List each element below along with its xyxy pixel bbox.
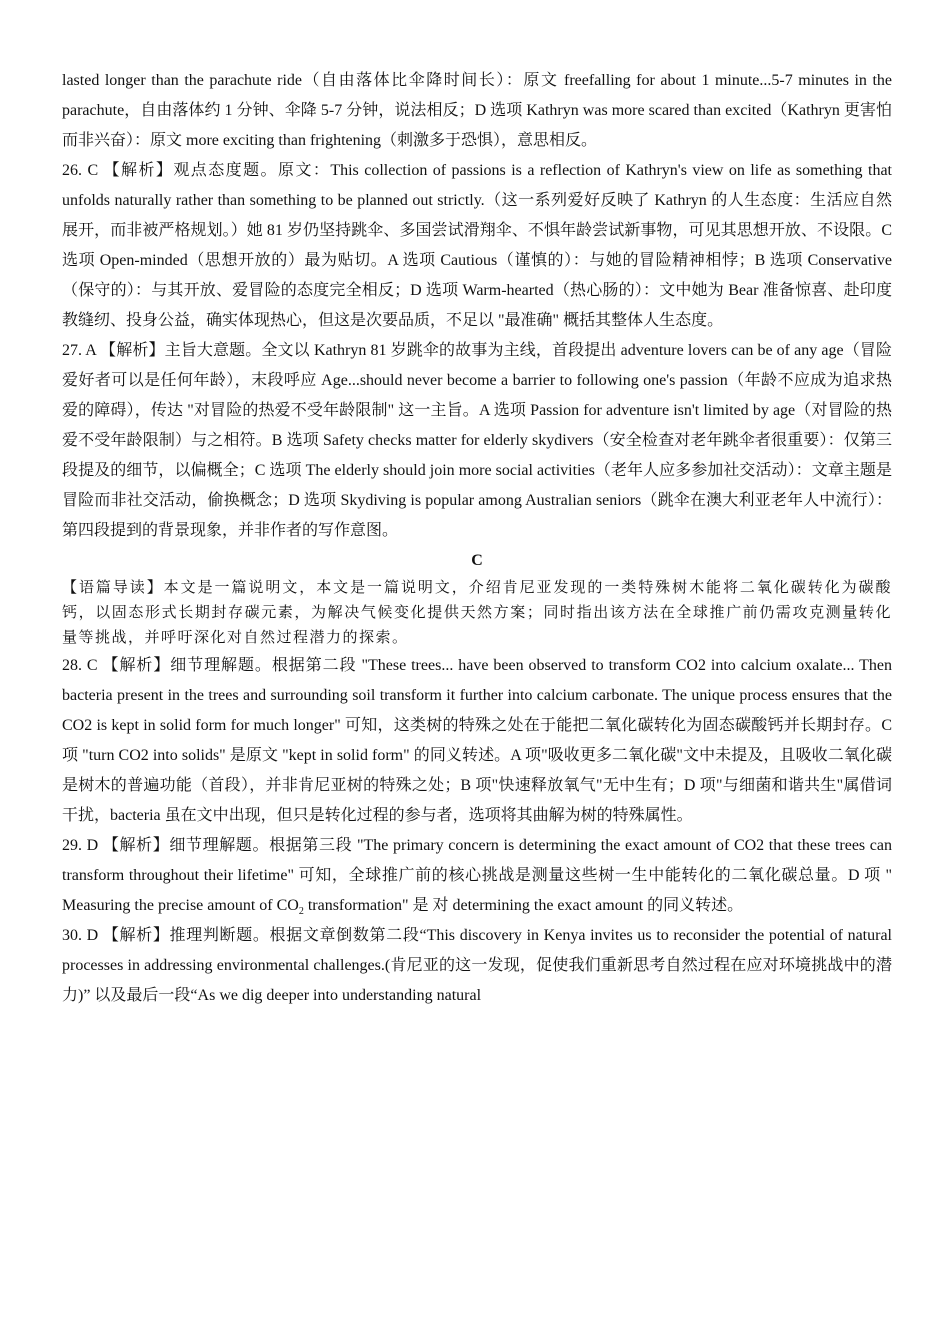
answer-29 xyxy=(62,831,892,921)
answer-28: 28. C 【解析】细节理解题。根据第二段 "These trees... have been observed to transform CO2 into calcium oxalate... Then bacteria present in the trees and surrounding soil transform it further into calcium carbonate. The unique process ensures that the CO2 is kept in solid form for much longer" 可知，这类树的特殊之处在于能把二氧化碳转化为固态碳酸钙并长期封存。C 项 "turn CO2 into solids" 是原文 "kept in solid form" 的同义转述。A 项"吸收更多二氧化碳"文中未提及，且吸收二氧化碳是树木的普遍功能（首段），并非肯尼亚树的特殊之处；B 项"快速释放氧气"无中生有；D 项"与细菌和谐共生"属借词干扰，bacteria 虽在文中出现，但只是转化过程的参与者，选项将其曲解为树的特殊属性。 xyxy=(62,657,892,824)
section-heading-c: C xyxy=(471,552,483,569)
answer-30: 30. D 【解析】推理判断题。根据文章倒数第二段“This discovery in Kenya invites us to reconsider the potential of natural processes in addressing environmental challenges.(肯尼亚的这一发现，促使我们重新思考自然过程在应对环境挑战中的潜力)” 以及最后一段“As we dig deeper into understanding natural xyxy=(62,927,892,1004)
co2-subscript: 2 xyxy=(298,906,304,918)
answer-25-continuation: lasted longer than the parachute ride（自由落体比伞降时间长）：原文 freefalling for about 1 minute...5-7 minutes in the parachute，自由落体约 1 分钟、伞降 5-7 分钟，说法相反；D 选项 Kathryn was more scared than excited（Kathryn 更害怕而非兴奋）：原文 more exciting than frightening（刺激多于恐惧），意思相反。 xyxy=(62,72,892,149)
answer-27: 27. A 【解析】主旨大意题。全文以 Kathryn 81 岁跳伞的故事为主线，首段提出 adventure lovers can be of any age（冒险爱好者可以是任何年龄），末段呼应 Age...should never become a barrier to following one's passion（年龄不应成为追求热爱的障碍），传达 "对冒险的热爱不受年龄限制" 这一主旨。A 选项 Passion for adventure isn't limited by age（对冒险的热爱不受年龄限制）与之相符。B 选项 Safety checks matter for elderly skydivers（安全检查对老年跳伞者很重要）：仅第三段提及的细节，以偏概全；C 选项 The elderly should join more social activities（老年人应多参加社交活动）：文章主题是冒险而非社交活动，偷换概念；D 选项 Skydiving is popular among Australian seniors（跳伞在澳大利亚老年人中流行）：第四段提到的背景现象，并非作者的写作意图。 xyxy=(62,342,892,539)
answer-29-part-a: 29. D 【解析】细节理解题。根据第三段 "The primary concern is determining the exact amount of CO2 that these trees can transform throughout their lifetime" 可知，全球推广前的核心挑战是测量这些树一生中能转化的二氧化碳总量。D 项 " Measuring the precise amount of CO xyxy=(62,837,892,914)
answer-29-part-b: transformation" 是 对 determining the exact amount 的同义转述。 xyxy=(303,897,744,914)
answer-26: 26. C 【解析】观点态度题。原文：This collection of passions is a reflection of Kathryn's view on life as something that unfolds naturally rather than something to be planned out strictly.（这一系列爱好反映了 Kathryn 的人生态度：生活应自然展开，而非被严格规划。）她 81 岁仍坚持跳伞、多国尝试滑翔伞、不惧年龄尝试新事物，可见其思想开放、不设限。C 选项 Open-minded（思想开放的）最为贴切。A 选项 Cautious（谨慎的）：与她的冒险精神相悖；B 选项 Conservative（保守的）：与其开放、爱冒险的态度完全相反；D 选项 Warm-hearted（热心肠的）：文中她为 Bear 准备惊喜、赴印度教缝纫、投身公益，确实体现热心，但这是次要品质，不足以 "最准确" 概括其整体人生态度。 xyxy=(62,162,892,329)
passage-guide: 【语篇导读】本文是一篇说明文，本文是一篇说明文，介绍肯尼亚发现的一类特殊树木能将二氧化碳转化为碳酸钙，以固态形式长期封存碳元素，为解决气候变化提供天然方案；同时指出该方法在全球推广前仍需攻克测量转化量等挑战，并呼吁深化对自然过程潜力的探索。 xyxy=(62,580,892,646)
